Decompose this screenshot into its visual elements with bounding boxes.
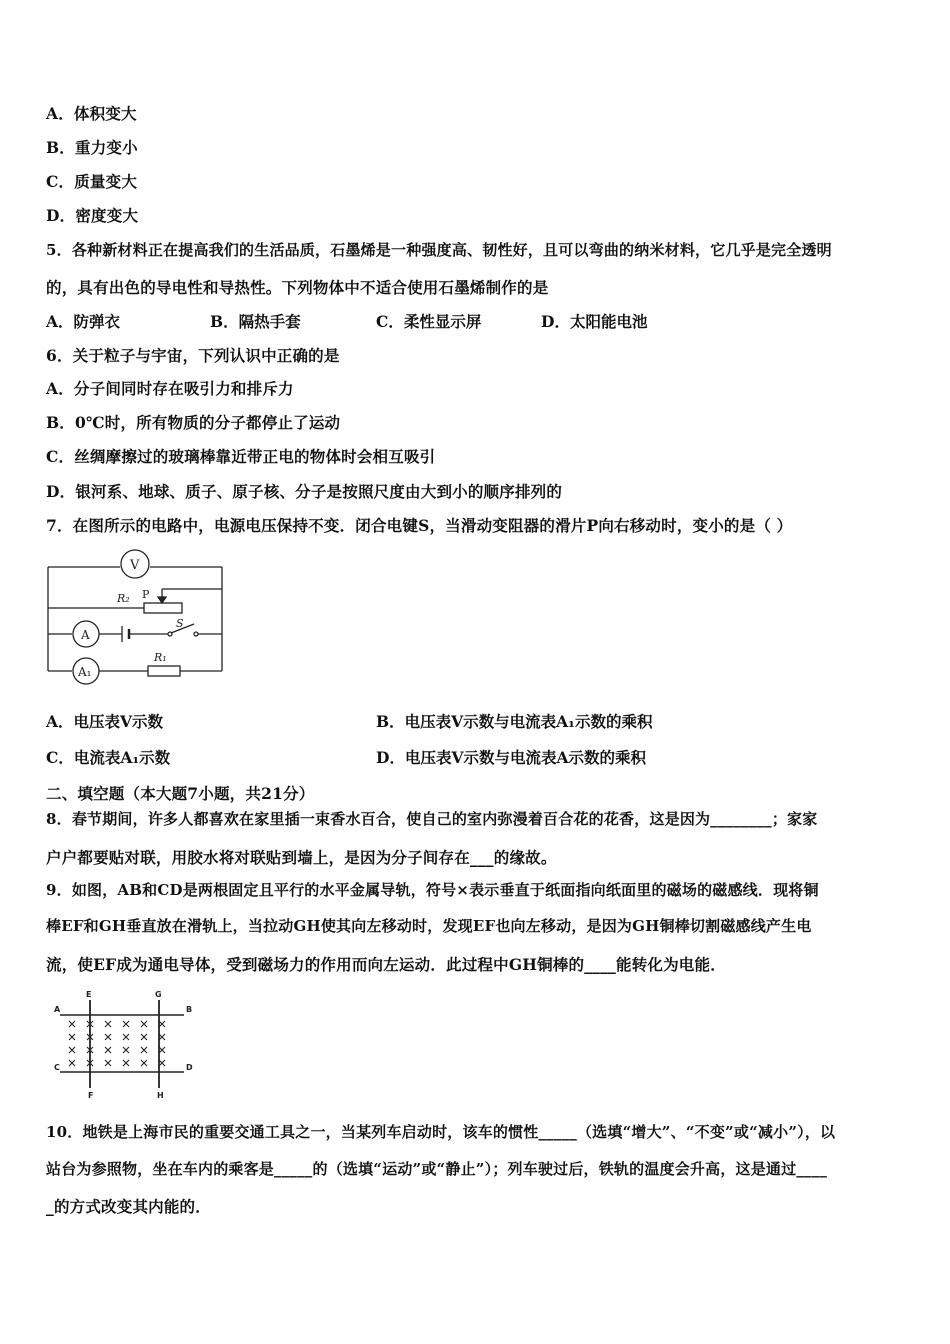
field-cross-icon xyxy=(141,1047,147,1053)
field-cross-icon xyxy=(105,1047,111,1053)
q5-option-b: B．隔热手套 xyxy=(210,312,301,331)
field-cross-icon xyxy=(123,1060,129,1066)
field-cross-icon xyxy=(141,1034,147,1040)
resistor-r2-icon xyxy=(144,603,182,613)
magnetic-field-marks xyxy=(69,1021,165,1066)
q9-line1: 9．如图，AB和CD是两根固定且平行的水平金属导轨，符号×表示垂直于纸面指向纸面里的磁场的磁感线．现将铜 xyxy=(46,881,819,899)
q8-line1: 8．春节期间，许多人都喜欢在家里插一束香水百合，使自己的室内弥漫着百合花的花香，这是因为________；家家 xyxy=(46,810,818,828)
label-a: A xyxy=(54,1005,61,1014)
field-cross-icon xyxy=(123,1034,129,1040)
field-cross-icon xyxy=(123,1021,129,1027)
q6-option-d: D．银河系、地球、质子、原子核、分子是按照尺度由大到小的顺序排列的 xyxy=(46,482,563,501)
slider-label: P xyxy=(142,588,150,601)
field-cross-icon xyxy=(141,1021,147,1027)
q4-option-b: B．重力变小 xyxy=(46,138,138,157)
q6-stem: 6．关于粒子与宇宙，下列认识中正确的是 xyxy=(46,346,340,365)
label-e: E xyxy=(86,990,92,999)
q9-line3: 流，使EF成为通电导体，受到磁场力的作用而向左运动．此过程中GH铜棒的____能转化为电能． xyxy=(46,955,726,974)
q6-option-c: C．丝绸摩擦过的玻璃棒靠近带正电的物体时会相互吸引 xyxy=(46,447,436,466)
resistor-r1-icon xyxy=(148,666,180,676)
q6-option-a: A．分子间同时存在吸引力和排斥力 xyxy=(46,379,294,398)
field-cross-icon xyxy=(69,1021,75,1027)
label-d: D xyxy=(186,1063,193,1072)
label-f: F xyxy=(88,1091,94,1100)
field-cross-icon xyxy=(141,1060,147,1066)
q5-stem-line2: 的，具有出色的导电性和导热性。下列物体中不适合使用石墨烯制作的是 xyxy=(46,278,549,297)
q5-option-a: A．防弹衣 xyxy=(46,312,121,331)
q10-line1: 10．地铁是上海市民的重要交通工具之一，当某列车启动时，该车的惯性_____（选填“增大”、“不变”或“减小”），以 xyxy=(46,1123,836,1141)
q5-option-d: D．太阳能电池 xyxy=(541,312,648,331)
field-cross-icon xyxy=(105,1060,111,1066)
field-cross-icon xyxy=(105,1034,111,1040)
q7-stem: 7．在图所示的电路中，电源电压保持不变．闭合电键S，当滑动变阻器的滑片P向右移动时，变小的是（ ） xyxy=(46,516,793,535)
q7-option-b: B．电压表V示数与电流表A₁示数的乘积 xyxy=(376,712,653,731)
circuit-diagram xyxy=(44,545,230,693)
switch-label: S xyxy=(176,617,184,630)
r1-label: R₁ xyxy=(154,651,167,664)
rails-diagram xyxy=(52,988,197,1100)
field-cross-icon xyxy=(69,1034,75,1040)
q7-option-d: D．电压表V示数与电流表A示数的乘积 xyxy=(376,748,646,767)
q8-line2: 户户都要贴对联，用胶水将对联贴到墙上，是因为分子间存在___的缘故。 xyxy=(46,848,557,867)
q10-line2: 站台为参照物，坐在车内的乘客是_____的（选填“运动”或“静止”）；列车驶过后，铁轨的温度会升高，这是通过____ xyxy=(46,1160,828,1178)
q4-option-a: A．体积变大 xyxy=(46,104,137,123)
q10-line3: _的方式改变其内能的． xyxy=(46,1197,211,1216)
q6-option-b: B．0℃时，所有物质的分子都停止了运动 xyxy=(46,413,341,432)
q5-stem-line1: 5．各种新材料正在提高我们的生活品质，石墨烯是一种强度高、韧性好，且可以弯曲的纳米材料，它几乎是完全透明 xyxy=(46,241,832,259)
slider-arrow-icon xyxy=(158,597,166,603)
voltmeter-label: V xyxy=(130,558,140,573)
ammeter1-label: A₁ xyxy=(78,665,92,679)
label-g: G xyxy=(155,990,162,999)
field-cross-icon xyxy=(123,1047,129,1053)
section-2-title: 二、填空题（本大题7小题，共21分） xyxy=(46,784,315,803)
r2-label: R₂ xyxy=(117,592,130,605)
field-cross-icon xyxy=(69,1060,75,1066)
field-cross-icon xyxy=(105,1021,111,1027)
label-c: C xyxy=(54,1063,60,1072)
q7-option-a: A．电压表V示数 xyxy=(46,712,164,731)
q7-option-c: C．电流表A₁示数 xyxy=(46,748,171,767)
ammeter-label: A xyxy=(81,628,90,642)
switch-contact xyxy=(194,632,198,636)
q4-option-d: D．密度变大 xyxy=(46,206,139,225)
label-b: B xyxy=(186,1005,193,1014)
q4-option-c: C．质量变大 xyxy=(46,172,138,191)
q9-line2: 棒EF和GH垂直放在滑轨上，当拉动GH使其向左移动时，发现EF也向左移动，是因为GH铜棒切割磁感线产生电 xyxy=(46,917,812,935)
field-cross-icon xyxy=(69,1047,75,1053)
label-h: H xyxy=(157,1091,164,1100)
q5-option-c: C．柔性显示屏 xyxy=(376,312,482,331)
